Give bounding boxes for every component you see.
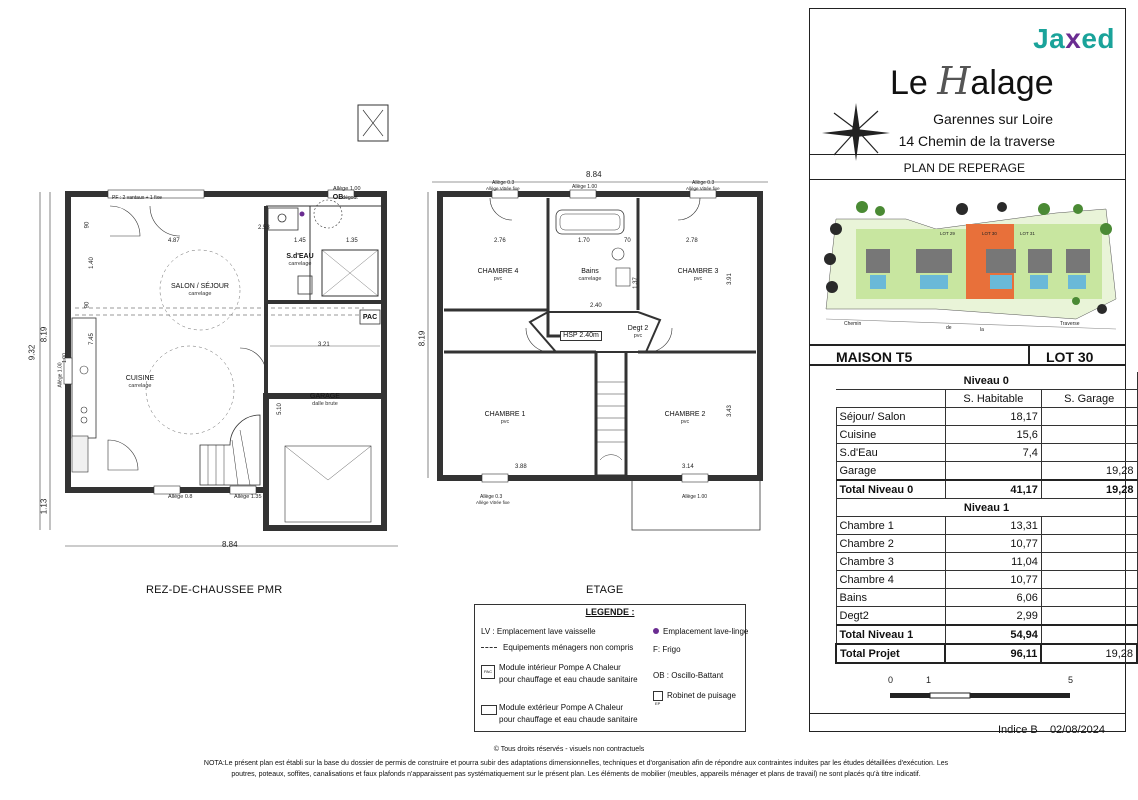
note-up-a3: Allège 0.3 [692, 180, 715, 186]
dim-height: 9.32 [27, 344, 37, 361]
legend-pac-int-2: pour chauffage et eau chaude sanitaire [499, 675, 638, 684]
dim-up-f: 3.14 [682, 464, 694, 470]
site-lot-31: LOT 31 [1020, 231, 1035, 236]
plan-title: PLAN DE REPERAGE [903, 161, 1025, 175]
site-street-b: de [946, 325, 952, 331]
dim-up-d: 2.40 [590, 303, 602, 309]
table-level0-title: Niveau 0 [836, 372, 1137, 390]
dim-up-a: 2.76 [494, 238, 506, 244]
dim-d11: 1.00 [61, 353, 68, 363]
dim-up-width: 8.84 [586, 170, 602, 179]
dim-up-e: 3.88 [515, 464, 527, 470]
legend-pac-ext-1: Module extérieur Pompe A Chaleur [499, 703, 624, 712]
note-up-a2: Allège 1.00 [572, 184, 598, 190]
legend-pac-ext-box [481, 705, 497, 715]
room-ch2: CHAMBRE 2 pvc [664, 411, 706, 426]
scale-1: 1 [926, 675, 932, 685]
dim-h3: 1.13 [39, 498, 49, 515]
legend-pac-int-box: PAC [481, 665, 495, 679]
upper-title: ETAGE [586, 584, 624, 596]
room-salon: SALON / SÉJOUR carrelage [171, 283, 229, 298]
indice: Indice B 02/08/2024 [997, 724, 1105, 736]
dim-d3: 1.45 [294, 238, 306, 244]
table-row: Cuisine 15,6 [836, 426, 1137, 444]
dim-up-h: 3.43 [726, 405, 733, 417]
dim-h2: 8.19 [39, 326, 49, 343]
table-row: Chambre 3 11,04 [836, 553, 1137, 571]
table-row: Degt2 2,99 [836, 607, 1137, 626]
pac-tag: PAC [362, 314, 378, 321]
site-lot-30: LOT 30 [982, 231, 997, 236]
note-up-a3b: Allège Vitrée fixe [686, 186, 720, 191]
table-row: S.d'Eau 7,4 [836, 444, 1137, 462]
footer-rights: © Tous droits réservés - visuels non contractuels [493, 746, 645, 753]
note-up-a5: Allège 1.00 [682, 494, 708, 500]
dim-up-i: 1.37 [632, 277, 639, 289]
dim-up-height: 8.19 [417, 330, 427, 347]
note-up-a1: Allège 0.3 [492, 180, 515, 186]
site-street-c: la [980, 327, 984, 333]
room-sde: S.d'EAU carrelage [286, 253, 314, 268]
room-cuisine: CUISINE carrelage [125, 375, 155, 390]
upper-floor-plan [420, 170, 780, 540]
north-arrow-icon [820, 101, 892, 163]
hsp-tag: HSP 2.40m [560, 331, 602, 341]
note-up-a1b: Allège Vitrée fixe [486, 186, 520, 191]
dim-d6: 7.45 [88, 333, 95, 345]
dim-d1: 4.87 [168, 238, 180, 244]
dim-d2: 1.40 [88, 257, 95, 269]
legend-lv: LV : Emplacement lave vaisselle [481, 627, 596, 636]
table-row: Bains 6,06 [836, 589, 1137, 607]
table-total-level1: Total Niveau 1 54,94 [836, 625, 1137, 644]
area-table [835, 372, 1138, 664]
footer-nota: NOTA:Le présent plan est établi sur la base du dossier de permis de construire et pourra subir des adaptations dimensionnelles, techniques et d'organisation afin de répondre aux contraintes induites par les études détaillées d'exécution. Les poutres, poteaux, soffites, canalisations et faux plafonds n'apparaissent pas systématiquement sur le présent plan. Les éléments de mobilier (meubles, appareils ménager et plans de travail) ne sont placés qu'à titre indicatif. [203, 760, 949, 779]
legend-ep: EP [655, 701, 661, 706]
project-title: Le Halage [890, 59, 1054, 103]
site-lot-29: LOT 29 [940, 231, 955, 236]
ob-tag: OB [332, 194, 344, 201]
table-row: Séjour/ Salon 18,17 [836, 408, 1137, 426]
model-name: MAISON T5 [836, 349, 913, 365]
legend-frigo: F: Frigo [653, 645, 681, 654]
ground-title: REZ-DE-CHAUSSEE PMR [146, 584, 283, 596]
room-degt: Degt 2 pvc [627, 325, 649, 340]
site-street-a: Chemin [844, 321, 862, 327]
table-total-projet: Total Projet 96,11 19,28 [836, 644, 1137, 663]
degout-tag: dégout [342, 195, 358, 201]
note-allege-v: Allège 1.00 [57, 362, 64, 388]
table-level1-title: Niveau 1 [836, 499, 1137, 517]
room-bains: Bains carrelage [578, 268, 602, 283]
note-allege08: Allège 0.8 [168, 494, 193, 500]
dim-up-b: 1.70 [578, 238, 590, 244]
legend [474, 604, 749, 732]
note-allege135: Allège 1.35 [234, 494, 262, 500]
project-address: 14 Chemin de la traverse [898, 133, 1055, 149]
table-row: Chambre 1 13,31 [836, 517, 1137, 535]
legend-robinet: Robinet de puisage [653, 691, 736, 701]
note-up-a4b: Allège Vitrée fixe [476, 500, 510, 505]
room-ch1: CHAMBRE 1 pvc [484, 411, 526, 426]
model-row [810, 344, 1125, 366]
table-total-level0: Total Niveau 0 41,17 19,28 [836, 480, 1137, 499]
note-up-a4: Allège 0.3 [480, 494, 503, 500]
room-garage: GARAGE dalle brute [310, 393, 340, 408]
scale-5: 5 [1068, 675, 1074, 685]
dim-up-j: 70 [624, 238, 631, 244]
legend-lavelinge: Emplacement lave-linge [653, 627, 748, 636]
brand-logo: Jaxed [1033, 23, 1115, 54]
table-row: Garage 19,28 [836, 462, 1137, 481]
note-pf: PF : 2 vantaux + 1 fixe [112, 195, 162, 201]
scale-0: 0 [888, 675, 894, 685]
dim-width: 8.84 [222, 540, 238, 549]
model-lot: LOT 30 [1046, 349, 1094, 365]
note-allege1: Allège 1.00 [333, 186, 361, 192]
ground-floor-plan [20, 100, 400, 560]
table-row: Chambre 2 10,77 [836, 535, 1137, 553]
legend-pac-ext-2: pour chauffage et eau chaude sanitaire [499, 715, 638, 724]
dim-up-c: 2.78 [686, 238, 698, 244]
room-ch3: CHAMBRE 3 pvc [677, 268, 719, 283]
site-street-d: Traverse [1060, 321, 1080, 327]
dim-d4: 1.35 [346, 238, 358, 244]
room-ch4: CHAMBRE 4 pvc [477, 268, 519, 283]
dim-d10: 2.53 [258, 225, 270, 231]
dim-d8: 90 [84, 221, 91, 229]
legend-equip: Equipements ménagers non compris [481, 643, 633, 652]
table-col-gar: S. Garage [1041, 390, 1137, 408]
dim-d7: 5.10 [276, 403, 283, 415]
scale-bar [880, 685, 1080, 705]
dim-up-g: 3.91 [726, 273, 733, 285]
dim-d9: 90 [84, 301, 91, 309]
project-city: Garennes sur Loire [933, 111, 1053, 127]
dim-d5: 3.21 [318, 342, 330, 348]
legend-pac-int-1: Module intérieur Pompe A Chaleur [499, 663, 621, 672]
table-row: Chambre 4 10,77 [836, 571, 1137, 589]
table-col-hab: S. Habitable [945, 390, 1041, 408]
legend-ob: OB : Oscillo-Battant [653, 671, 724, 680]
legend-title: LEGENDE : [585, 607, 635, 617]
site-map [816, 189, 1122, 339]
